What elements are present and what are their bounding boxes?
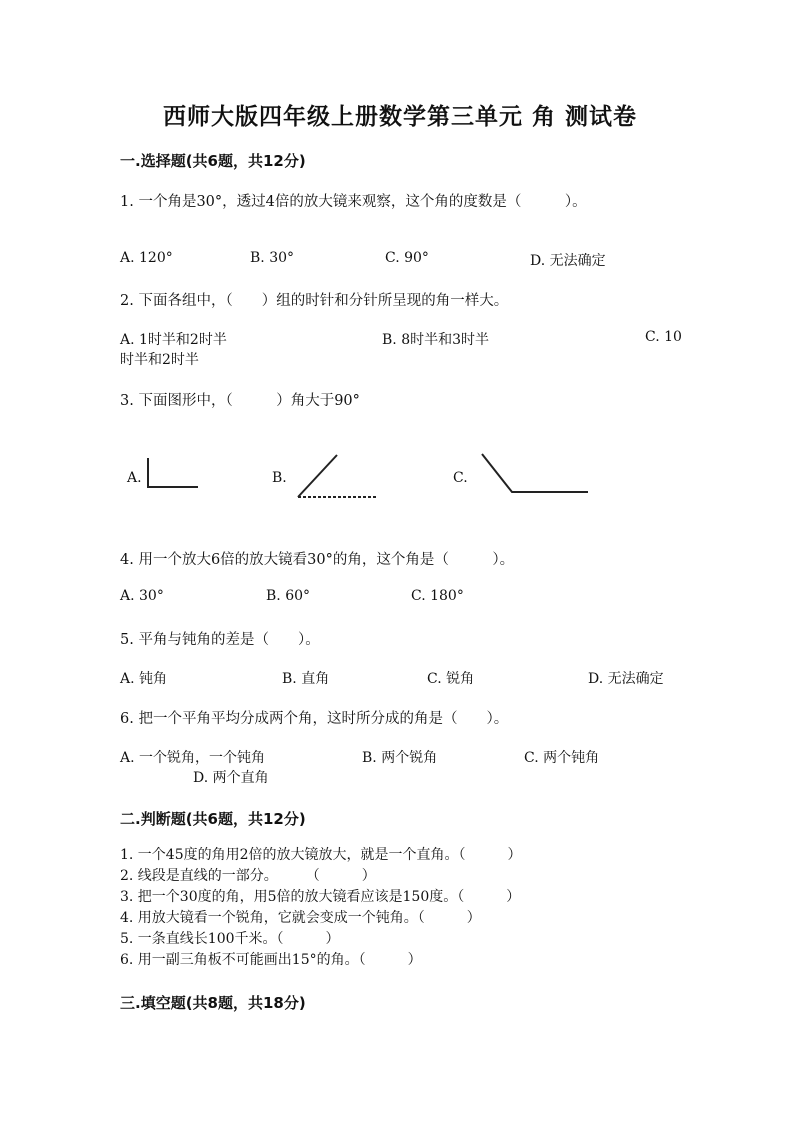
q6-option-c: C. 两个钝角 (524, 750, 600, 766)
q2-option-c: C. 10 (645, 329, 682, 345)
question-1: 1. 一个角是30°，透过4倍的放大镜来观察，这个角的度数是（ ）。 (120, 194, 587, 210)
section-heading-choice: 一.选择题(共6题，共12分) (120, 152, 306, 170)
q1-option-a: A. 120° (120, 250, 173, 266)
judge-item-6: 6. 用一副三角板不可能画出15°的角。（ ） (120, 952, 422, 968)
figure-b-label: B. (272, 470, 287, 486)
q2-option-b: B. 8时半和3时半 (382, 332, 490, 348)
judge-item-3: 3. 把一个30度的角，用5倍的放大镜看应该是150度。（ ） (120, 889, 521, 905)
figure-b-ray (298, 455, 337, 497)
q1-option-c: C. 90° (385, 250, 429, 266)
judge-item-2: 2. 线段是直线的一部分。 （ ） (120, 868, 376, 884)
q1-option-d: D. 无法确定 (530, 253, 606, 269)
q2-option-c-wrap: 时半和2时半 (120, 352, 199, 368)
q5-option-a: A. 钝角 (120, 671, 168, 687)
section-heading-judge: 二.判断题(共6题，共12分) (120, 810, 306, 828)
figure-a-angle (148, 458, 198, 487)
question-2: 2. 下面各组中，（ ）组的时针和分针所呈现的角一样大。 (120, 293, 509, 309)
q4-option-b: B. 60° (266, 588, 311, 604)
question-5: 5. 平角与钝角的差是（ ）。 (120, 632, 320, 648)
q6-option-a: A. 一个锐角，一个钝角 (120, 750, 266, 766)
figure-c-label: C. (453, 470, 468, 486)
question-6: 6. 把一个平角平均分成两个角，这时所分成的角是（ ）。 (120, 711, 509, 727)
q5-option-c: C. 锐角 (427, 671, 475, 687)
question-3: 3. 下面图形中，（ ）角大于90° (120, 393, 360, 409)
question-4: 4. 用一个放大6倍的放大镜看30°的角，这个角是（ ）。 (120, 552, 515, 568)
figure-a-label: A. (127, 470, 142, 486)
q5-option-d: D. 无法确定 (588, 671, 664, 687)
angle-figures (115, 445, 605, 510)
section-heading-fill: 三.填空题(共8题，共18分) (120, 994, 306, 1012)
judge-item-5: 5. 一条直线长100千米。（ ） (120, 931, 340, 947)
q4-option-c: C. 180° (411, 588, 464, 604)
q6-option-b: B. 两个锐角 (362, 750, 438, 766)
page-title: 西师大版四年级上册数学第三单元 角 测试卷 (162, 104, 637, 130)
q5-option-b: B. 直角 (282, 671, 330, 687)
judge-item-1: 1. 一个45度的角用2倍的放大镜放大，就是一个直角。（ ） (120, 847, 522, 863)
q2-option-a: A. 1时半和2时半 (120, 332, 227, 348)
judge-item-4: 4. 用放大镜看一个锐角，它就会变成一个钝角。（ ） (120, 910, 481, 926)
figure-c-angle (482, 454, 588, 492)
q6-option-d: D. 两个直角 (193, 770, 269, 786)
q1-option-b: B. 30° (250, 250, 295, 266)
q4-option-a: A. 30° (120, 588, 164, 604)
